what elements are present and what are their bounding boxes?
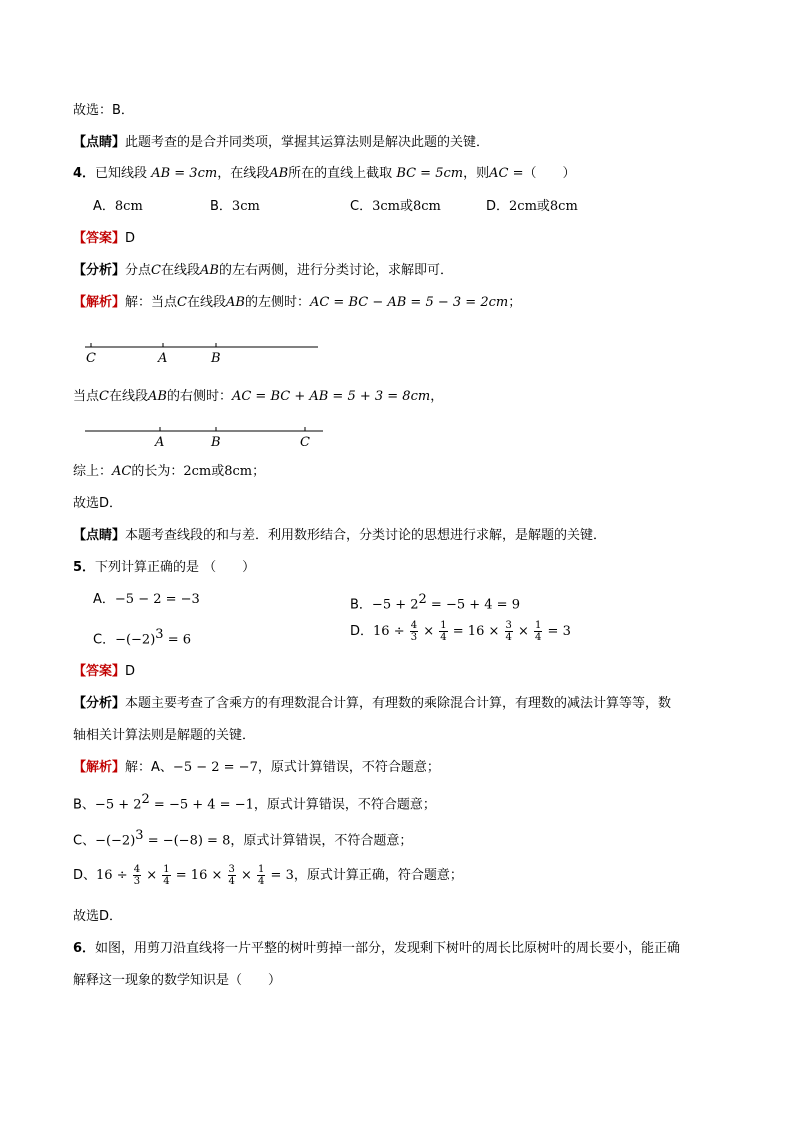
q4-comment: 【点睛】本题考查线段的和与差．利用数形结合，分类讨论的思想进行求解，是解题的关键． (73, 528, 607, 543)
point-label: A (155, 435, 165, 450)
q4-summary: 综上：AC的长为：2cm或8cm； (73, 464, 266, 479)
q4-answer: 【答案】D (73, 231, 136, 246)
point-label: B (211, 351, 221, 366)
q5-option-a: A．−5 − 2 = −3 (93, 592, 200, 607)
point-label: C (300, 435, 310, 450)
q4-option-d: D．2cm或8cm (486, 199, 578, 214)
point-label: A (158, 351, 168, 366)
q4-analysis: 【分析】分点C在线段AB的左右两侧，进行分类讨论，求解即可． (73, 263, 453, 278)
q4-conclusion: 故选D． (73, 496, 123, 511)
q5-analysis-2: 轴相关计算法则是解题的关键． (73, 728, 256, 743)
q5-option-d: D．16 ÷ $\frac{4}{3}$ × $\frac{1}{4}$ = 16 × $\frac{3}{4}$ × $\frac{1}{4}$ = 3 (350, 620, 571, 643)
q5-option-c: C．$-(-2)^3 = 6$ (93, 627, 191, 648)
q4-option-c: C．3cm或8cm (350, 199, 441, 214)
q3-conclusion: 故选：B． (73, 103, 134, 118)
q4-option-b: B．3cm (210, 199, 260, 214)
q4-solution-left: 【解析】解：当点C在线段AB的左侧时：AC = BC − AB = 5 − 3 = 2cm； (73, 295, 522, 310)
q5-conclusion: 故选D． (73, 909, 123, 924)
q4-stem: 4．已知线段 AB = 3cm，在线段AB所在的直线上截取 BC = 5cm，则AC =（ ） (73, 166, 576, 181)
q5-answer: 【答案】D (73, 664, 136, 679)
q5-stem: 5．下列计算正确的是 （ ） (73, 560, 256, 575)
q3-comment: 【点睛】此题考查的是合并同类项，掌握其运算法则是解决此题的关键． (73, 135, 490, 150)
q5-solution-a: 【解析】解：A、−5 − 2 = −7，原式计算错误，不符合题意； (73, 760, 440, 775)
q5-solution-b: B、$-5 + 2^2 = -5 + 4 = -1$，原式计算错误，不符合题意； (73, 792, 436, 813)
figure-right-case (80, 422, 330, 452)
q6-stem-1: 6．如图，用剪刀沿直线将一片平整的树叶剪掉一部分，发现剩下树叶的周长比原树叶的周长要小，能正确 (73, 941, 681, 956)
q6-stem-2: 解释这一现象的数学知识是（ ） (73, 973, 282, 988)
q4-option-a: A．8cm (93, 199, 143, 214)
q5-solution-d: D、16 ÷ $\frac{4}{3}$ × $\frac{1}{4}$ = 16 × $\frac{3}{4}$ × $\frac{1}{4}$ = 3，原式计算正确，符合题意； (73, 864, 463, 887)
q4-solution-right: 当点C在线段AB的右侧时：AC = BC + AB = 5 + 3 = 8cm， (73, 389, 444, 404)
figure-left-case (80, 338, 325, 368)
point-label: C (86, 351, 96, 366)
q5-analysis-1: 【分析】本题主要考查了含乘方的有理数混合计算，有理数的乘除混合计算，有理数的减法计算等等，数 (73, 696, 672, 711)
comment-tag: 【点睛】 (73, 135, 126, 150)
point-label: B (211, 435, 221, 450)
q5-solution-c: C、$-(-2)^3 = -(-8) = 8$，原式计算错误，不符合题意； (73, 828, 413, 849)
q5-option-b: B．$-5 + 2^2 = -5 + 4 = 9$ (350, 592, 520, 613)
